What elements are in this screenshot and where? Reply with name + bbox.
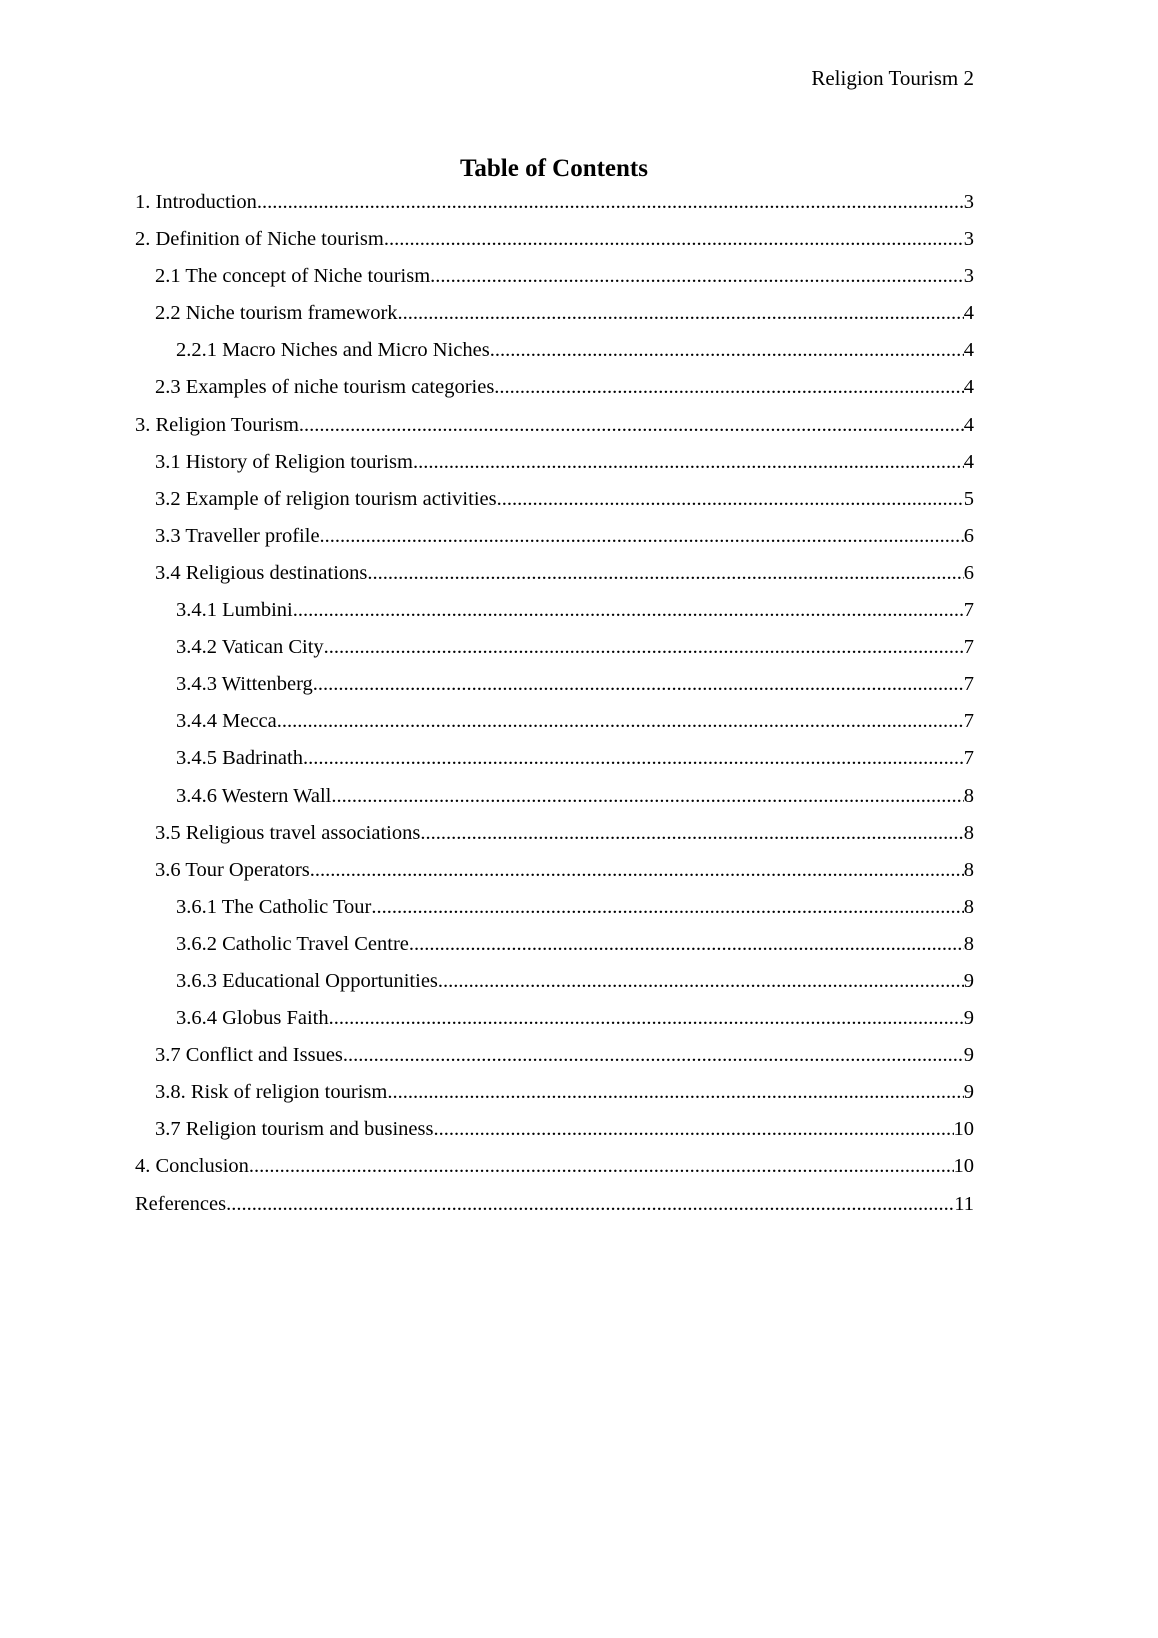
dot-leader	[329, 1004, 964, 1032]
toc-entry-label: 2.2 Niche tourism framework	[155, 302, 398, 325]
toc-entry-label: 2. Definition of Niche tourism	[135, 228, 384, 251]
toc-entry-page: 10	[953, 1118, 974, 1141]
dot-leader	[413, 448, 964, 476]
dot-leader	[433, 1115, 953, 1143]
toc-entry-label: 3.5 Religious travel associations	[155, 821, 421, 844]
toc-entry[interactable]	[135, 1190, 974, 1227]
toc-entry[interactable]	[135, 336, 974, 373]
dot-leader	[490, 336, 964, 364]
toc-entry[interactable]	[135, 596, 974, 633]
toc-entry[interactable]	[135, 1115, 974, 1152]
toc-title: Table of Contents	[460, 155, 648, 182]
toc-entry-page: 3	[963, 191, 974, 213]
toc-entry-label: 3.7 Conflict and Issues	[155, 1044, 343, 1067]
dot-leader	[497, 485, 964, 513]
toc-entry[interactable]	[135, 262, 974, 299]
dot-leader	[293, 596, 964, 624]
dot-leader	[387, 1078, 963, 1106]
toc-entry[interactable]	[135, 411, 974, 448]
toc-entry-label: 3.1 History of Religion tourism	[155, 450, 413, 473]
dot-leader	[277, 707, 964, 735]
table-of-contents	[135, 188, 974, 1227]
toc-entry-label: 3.4.2 Vatican City	[176, 636, 324, 659]
toc-entry-page: 6	[963, 561, 974, 584]
toc-entry-label: 4. Conclusion	[135, 1155, 249, 1178]
toc-entry-page: 9	[963, 1007, 974, 1030]
toc-entry-page: 7	[963, 747, 974, 770]
toc-entry-label: 3.3 Traveller profile	[155, 524, 320, 547]
toc-entry-page: 8	[963, 895, 974, 918]
dot-leader	[313, 670, 964, 698]
toc-entry-label: 3.6.1 The Catholic Tour	[176, 895, 372, 918]
dot-leader	[226, 1190, 954, 1218]
toc-entry[interactable]	[135, 522, 974, 559]
toc-entry-page: 7	[963, 599, 974, 622]
dot-leader	[494, 373, 963, 401]
toc-entry-label: 3.8. Risk of religion tourism	[155, 1081, 388, 1104]
toc-entry[interactable]	[135, 225, 974, 262]
toc-entry-label: 3.4.4 Mecca	[176, 710, 277, 733]
toc-entry-page: 11	[954, 1192, 974, 1215]
toc-entry-page: 4	[963, 302, 974, 325]
dot-leader	[384, 225, 964, 253]
dot-leader	[324, 633, 964, 661]
toc-entry[interactable]	[135, 485, 974, 522]
toc-entry-page: 7	[963, 636, 974, 659]
toc-entry-page: 4	[963, 413, 974, 436]
toc-entry-page: 4	[963, 376, 974, 399]
dot-leader	[320, 522, 964, 550]
toc-entry-page: 7	[963, 710, 974, 733]
toc-entry-label: 3.6.4 Globus Faith	[176, 1007, 329, 1030]
toc-entry-label: 2.3 Examples of niche tourism categories	[155, 376, 495, 399]
toc-entry[interactable]	[135, 707, 974, 744]
toc-entry-label: 3.4.5 Badrinath	[176, 747, 303, 770]
toc-entry[interactable]	[135, 893, 974, 930]
dot-leader	[438, 967, 964, 995]
toc-entry-label: 3. Religion Tourism	[135, 413, 299, 436]
toc-entry[interactable]	[135, 299, 974, 336]
toc-entry-label: 3.7 Religion tourism and business	[155, 1118, 434, 1141]
toc-entry-page: 8	[963, 932, 974, 955]
toc-entry-page: 8	[963, 784, 974, 807]
toc-entry[interactable]	[135, 1004, 974, 1041]
toc-entry[interactable]	[135, 744, 974, 781]
toc-entry[interactable]	[135, 967, 974, 1004]
toc-entry[interactable]	[135, 856, 974, 893]
toc-entry[interactable]	[135, 1078, 974, 1115]
dot-leader	[409, 930, 964, 958]
toc-entry-page: 9	[963, 1044, 974, 1067]
dot-leader	[299, 411, 964, 439]
toc-entry-page: 6	[963, 524, 974, 547]
toc-entry[interactable]	[135, 448, 974, 485]
toc-entry[interactable]	[135, 373, 974, 410]
toc-entry-page: 10	[953, 1155, 974, 1178]
dot-leader	[371, 893, 963, 921]
dot-leader	[398, 299, 964, 327]
toc-entry-label: 3.4.3 Wittenberg	[176, 673, 313, 696]
dot-leader	[249, 1152, 954, 1180]
toc-entry-page: 4	[963, 450, 974, 473]
toc-entry-page: 4	[963, 339, 974, 362]
toc-entry-page: 5	[963, 487, 974, 510]
running-header: Religion Tourism 2	[811, 66, 974, 90]
dot-leader	[331, 782, 963, 810]
dot-leader	[257, 188, 964, 216]
toc-entry-label: 3.4.6 Western Wall	[176, 784, 332, 807]
toc-entry-page: 8	[963, 858, 974, 881]
toc-entry-label: 3.6.3 Educational Opportunities	[176, 969, 438, 992]
toc-entry-page: 9	[963, 969, 974, 992]
toc-entry[interactable]	[135, 1152, 974, 1189]
toc-entry-label: 3.2 Example of religion tourism activities	[155, 487, 497, 510]
toc-entry[interactable]	[135, 782, 974, 819]
toc-entry-label: 3.4 Religious destinations	[155, 561, 368, 584]
dot-leader	[303, 744, 964, 772]
toc-entry-page: 7	[963, 673, 974, 696]
toc-entry-label: 1. Introduction	[135, 191, 257, 213]
toc-entry-label: 2.1 The concept of Niche tourism	[155, 265, 431, 288]
toc-entry[interactable]	[135, 930, 974, 967]
toc-entry[interactable]	[135, 670, 974, 707]
toc-entry[interactable]	[135, 1041, 974, 1078]
toc-entry-page: 3	[963, 228, 974, 251]
toc-entry-label: References	[135, 1192, 227, 1215]
dot-leader	[430, 262, 964, 290]
dot-leader	[420, 819, 963, 847]
toc-entry[interactable]	[135, 633, 974, 670]
toc-entry[interactable]	[135, 559, 974, 596]
toc-entry-label: 3.6.2 Catholic Travel Centre	[176, 932, 409, 955]
toc-entry-label: 3.6 Tour Operators	[155, 858, 310, 881]
dot-leader	[367, 559, 963, 587]
toc-entry-page: 3	[963, 265, 974, 288]
toc-entry-label: 3.4.1 Lumbini	[176, 599, 293, 622]
toc-entry[interactable]	[135, 819, 974, 856]
toc-entry[interactable]	[135, 188, 974, 225]
toc-entry-page: 8	[963, 821, 974, 844]
dot-leader	[310, 856, 964, 884]
toc-entry-page: 9	[963, 1081, 974, 1104]
toc-entry-label: 2.2.1 Macro Niches and Micro Niches	[176, 339, 490, 362]
dot-leader	[343, 1041, 964, 1069]
